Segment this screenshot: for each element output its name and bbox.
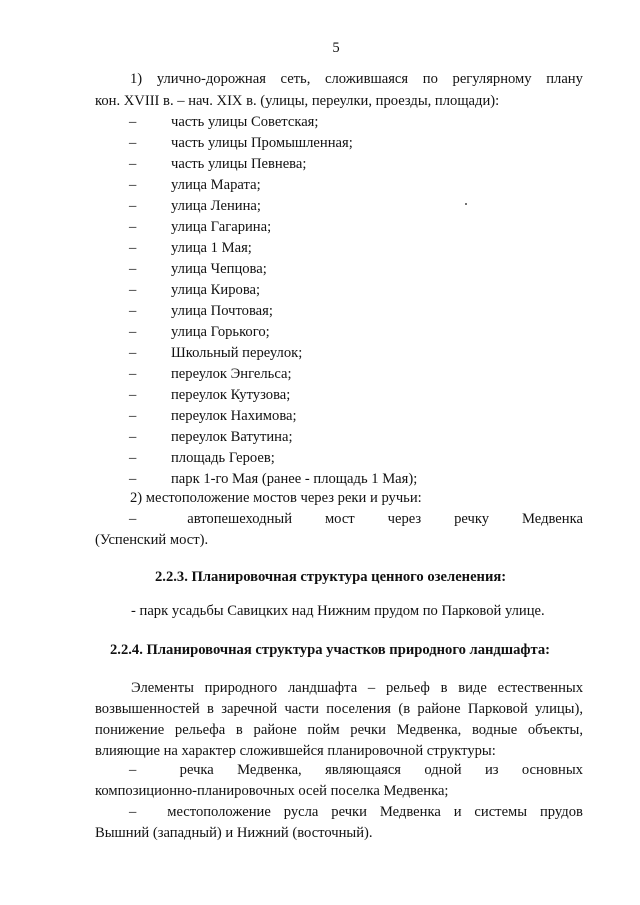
list-item — [95, 282, 583, 303]
list-item — [95, 135, 583, 156]
item-word: Медвенка, — [237, 762, 302, 778]
list-dash: – — [129, 240, 137, 256]
bridge-word: мост — [324, 511, 355, 527]
list-item — [95, 345, 583, 366]
list-item — [95, 219, 583, 240]
list-dash: – — [129, 156, 137, 172]
scan-speck — [465, 203, 467, 205]
item-word: одной — [424, 762, 462, 778]
list-item — [95, 303, 583, 324]
page-number: 5 — [332, 40, 340, 56]
list-item-text: переулок Нахимова; — [171, 408, 297, 424]
list-item-text: площадь Героев; — [171, 450, 275, 466]
landscape-item-2-line-1: – местоположение русла речки Медвенка и системы прудов — [129, 804, 583, 820]
list-dash: – — [129, 366, 137, 382]
intro-line-1: 1) улично-дорожная сеть, сложившаяся по регулярному плану — [130, 71, 583, 87]
list-item — [95, 114, 583, 135]
list-item — [95, 450, 583, 471]
list-item-text: часть улицы Певнева; — [171, 156, 307, 172]
landscape-item-1 — [129, 762, 583, 779]
landscape-item-2-line-2: Вышний (западный) и Нижний (восточный). — [95, 825, 373, 841]
list-dash: – — [129, 135, 137, 151]
list-item-text: переулок Энгельса; — [171, 366, 292, 382]
list-item — [95, 177, 583, 198]
list-item-text: улица Марата; — [171, 177, 261, 193]
list-dash: – — [129, 762, 137, 778]
item-word: являющаяся — [325, 762, 402, 778]
list-dash: – — [129, 511, 137, 527]
list-dash: – — [129, 324, 137, 340]
list-item-text: улица Чепцова; — [171, 261, 267, 277]
bridge-line-cont: (Успенский мост). — [95, 532, 209, 548]
list-dash: – — [129, 282, 137, 298]
list-item — [95, 240, 583, 261]
list-item — [95, 387, 583, 408]
list-item-text: Школьный переулок; — [171, 345, 303, 361]
bridge-word: речку — [454, 511, 490, 527]
list-dash: – — [129, 345, 137, 361]
landscape-paragraph: Элементы природного ландшафта – рельеф в виде естественных возвышенностей в заречной части поселения (в районе Парковой улицы), понижение рельефа в районе пойм речки Медвенка, водные объекты, влияющие на характер сложившейся планировочной структуры: — [95, 680, 583, 759]
list-item — [95, 324, 583, 345]
list-dash: – — [129, 450, 137, 466]
list-dash: – — [129, 198, 137, 214]
heading-2-2-3: 2.2.3. Планировочная структура ценного озеленения: — [155, 569, 507, 585]
list-item — [95, 471, 583, 492]
list-item-text: часть улицы Промышленная; — [171, 135, 353, 151]
list-item — [95, 429, 583, 450]
list-item — [95, 156, 583, 177]
list-item-text: улица Почтовая; — [171, 303, 273, 319]
list-dash: – — [129, 408, 137, 424]
item-word: из — [484, 762, 499, 778]
list-dash: – — [129, 261, 137, 277]
list-item-text: переулок Кутузова; — [171, 387, 291, 403]
item-word: основных — [521, 762, 583, 778]
list-item — [95, 408, 583, 429]
intro-line-2: кон. XVIII в. – нач. XIX в. (улицы, переулки, проезды, площади): — [95, 93, 500, 109]
bridges-intro: 2) местоположение мостов через реки и ручьи: — [130, 490, 422, 506]
list-item-text: улица Ленина; — [171, 198, 261, 214]
list-item — [95, 366, 583, 387]
list-dash: – — [129, 429, 137, 445]
list-item — [95, 261, 583, 282]
list-dash: – — [129, 177, 137, 193]
item-word: речка — [179, 762, 214, 778]
bridge-line — [129, 511, 583, 528]
bridge-word: автопешеходный — [187, 511, 292, 527]
bridge-word: через — [387, 511, 422, 527]
list-dash: – — [129, 471, 137, 487]
list-item-text: улица Кирова; — [171, 282, 261, 298]
list-item-text: парк 1-го Мая (ранее - площадь 1 Мая); — [171, 471, 418, 487]
heading-2-2-4: 2.2.4. Планировочная структура участков природного ландшафта: — [110, 642, 551, 658]
list-item-text: улица Горького; — [171, 324, 270, 340]
list-item-text: улица 1 Мая; — [171, 240, 252, 256]
park-text: - парк усадьбы Савицких над Нижним прудом по Парковой улице. — [131, 603, 545, 619]
list-dash: – — [129, 219, 137, 235]
list-dash: – — [129, 303, 137, 319]
list-dash: – — [129, 114, 137, 130]
bridge-word: Медвенка — [522, 511, 583, 527]
list-dash: – — [129, 387, 137, 403]
landscape-item-1-cont: композиционно-планировочных осей поселка Медвенка; — [95, 783, 449, 799]
list-item-text: переулок Ватутина; — [171, 429, 293, 445]
list-item-text: улица Гагарина; — [171, 219, 272, 235]
list-item-text: часть улицы Советская; — [171, 114, 319, 130]
list-item — [95, 198, 583, 219]
